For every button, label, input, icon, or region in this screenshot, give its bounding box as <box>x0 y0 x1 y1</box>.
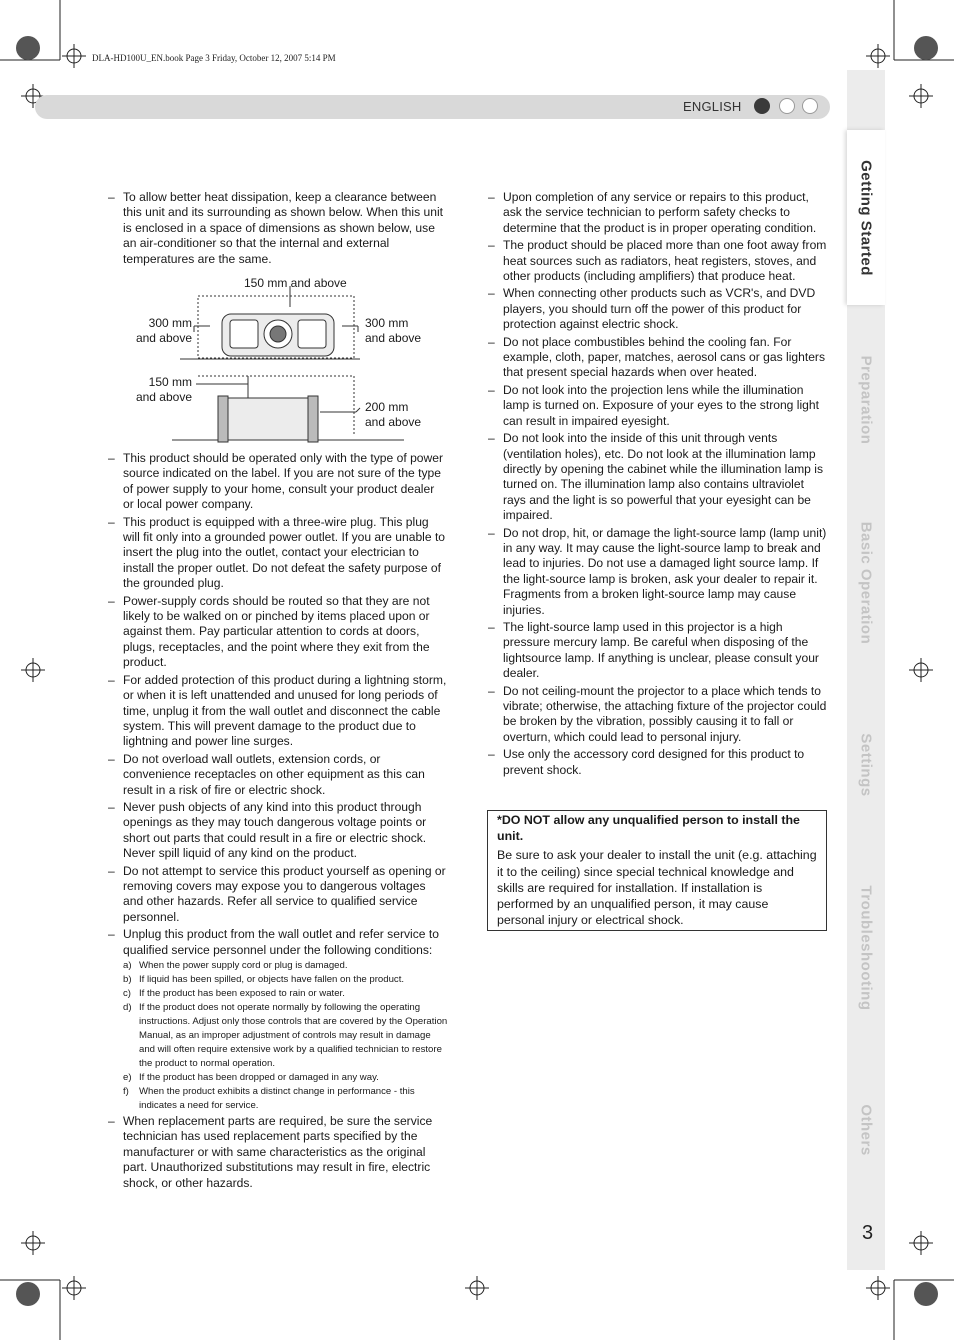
list-item: – Do not look into the inside of this unit through vents (ventilation holes), etc. Do not look at the illumination lamp directly by opening the cabinet while the illumination lamp is turned on. The illumination lamp also contains ultraviolet rays and the light is so powerful that your eyesight can be impaired. <box>488 431 823 523</box>
warning-title: *DO NOT allow any unqualified person to install the unit. <box>497 813 800 844</box>
diagram-label-left: 300 mm and above <box>135 316 192 346</box>
diagram-label-right: 300 mm and above <box>365 316 422 346</box>
condition-item: d) If the product does not operate normally by following the operating instructions. Adjust only those controls that are covered by the Operation Manual, as an improper adjustment of controls may result in damage and will often require extensive work by a qualified technician to restore the product to normal operation. <box>123 1002 448 1069</box>
list-item: – Power-supply cords should be routed so that they are not likely to be walked on or pinched by items placed upon or against them. Pay particular attention to cords at doors, plugs, receptacles, and the point where they exit from the product. <box>108 593 430 670</box>
list-item: – This product should be operated only with the type of power source indicated on the label. If you are not sure of the type of power supply to your home, consult your product dealer or local power company. <box>108 451 444 512</box>
list-item: – Upon completion of any service or repairs to this product, ask the service technician to perform safety checks to determine that the product is in proper operating condition. <box>488 190 817 235</box>
list-item: – This product is equipped with a three-wire plug. This plug will fit only into a grounded power outlet. If you are unable to insert the plug into the outlet, contact your electrician to install the proper outlet. Do not defeat the safety purpose of the grounded plug. <box>108 514 446 591</box>
diagram-label-side-top: 150 mm and above <box>135 375 192 405</box>
list-item: – The product should be placed more than one foot away from heat sources such as radiators, heat registers, stoves, and other products (including amplifiers) that produce heat. <box>488 238 827 284</box>
language-label: ENGLISH <box>683 99 742 114</box>
right-column-list <box>488 190 828 780</box>
warning-body: Be sure to ask your dealer to install the unit (e.g. attaching it to the ceiling) since special technical knowledge and skills are required for installation. If installation is performed by an unqualified person, it may cause personal injury or electrical shock. <box>497 848 817 928</box>
list-item: – Use only the accessory cord designed for this product to prevent shock. <box>488 747 805 777</box>
list-item: – Do not look into the projection lens while the illumination lamp is turned on. Exposure of your eyes to the strong light can result in impaired eyesight. <box>488 382 819 428</box>
projector-front-icon <box>222 314 334 356</box>
list-item: – Do not drop, hit, or damage the light-source lamp (lamp unit) in any way. It may cause the light-source lamp to break and lead to injuries. Do not use a damaged light source lamp. If the light-source lamp is broken, ask your dealer to repair it. Fragments from a broken light-source lamp may cause injuries. <box>488 525 827 617</box>
tab-troubleshooting[interactable]: Troubleshooting <box>857 885 875 1010</box>
list-item: – Do not attempt to service this product yourself as opening or removing covers may expose you to dangerous voltages and other hazards. Refer all service to qualified service personnel. <box>108 863 446 924</box>
diagram-label-side-right: 200 mm and above <box>365 400 422 430</box>
tab-preparation[interactable]: Preparation <box>857 355 875 445</box>
list-item: – When connecting other products such as VCR's, and DVD players, you should turn off the power of this product for protection against electric shock. <box>488 286 816 332</box>
language-indicator-dot <box>802 98 818 114</box>
condition-item: f) When the product exhibits a distinct change in performance - this indicates a need for service. <box>123 1086 415 1111</box>
tab-basic-operation[interactable]: Basic Operation <box>857 521 875 644</box>
book-info: DLA-HD100U_EN.book Page 3 Friday, October 12, 2007 5:14 PM <box>92 53 336 63</box>
language-indicator-dot <box>754 98 770 114</box>
left-column-intro: – To allow better heat dissipation, keep a clearance between this unit and its surrounding as shown below. When this unit is enclosed in a space of dimensions as shown below, use an air-conditioner so that the internal and external temperatures are the same. <box>108 190 443 266</box>
tab-settings[interactable]: Settings <box>857 733 875 797</box>
tab-others[interactable]: Others <box>857 1104 875 1156</box>
installation-warning-box <box>487 810 827 931</box>
list-item: – Unplug this product from the wall outlet and refer service to qualified service personnel under the following conditions: <box>108 927 439 957</box>
list-item: – Do not place combustibles behind the cooling fan. For example, cloth, paper, matches, aerosol cans or gas lighters that present special hazards when over heated. <box>488 334 825 380</box>
list-item: – Do not overload wall outlets, extension cords, or convenience receptacles on other equipment as this can result in a risk of fire or electric shock. <box>108 751 425 797</box>
list-item: – The light-source lamp used in this projector is a high pressure mercury lamp. Be careful when disposing of the lightsource lamp. If anything is unclear, please consult your dealer. <box>488 619 819 681</box>
list-item: – For added protection of this product during a lightning storm, or when it is left unattended and unused for long periods of time, unplug it from the wall outlet and disconnect the cable system. This will prevent damage to the product due to lightning and power line surges. <box>108 672 447 749</box>
left-column-list <box>108 451 448 1193</box>
projector-side-icon <box>218 396 318 442</box>
conditions-list <box>108 959 448 1113</box>
diagram-label-top: 150 mm and above <box>244 276 347 290</box>
list-item: – Never push objects of any kind into this product through openings as they may touch dangerous voltage points or short out parts that could result in a fire or electric shock. Never spill liquid of any kind on the product. <box>108 799 427 861</box>
condition-item: c) If the product has been exposed to rain or water. <box>123 988 345 999</box>
condition-item: e) If the product has been dropped or damaged in any way. <box>123 1072 379 1083</box>
language-indicator-dot <box>779 98 795 114</box>
list-item: – Do not ceiling-mount the projector to a place which tends to vibrate; otherwise, the attaching fixture of the projector could be broken by the vibration, possibly causing it to fall or overturn, which could lead to personal injury. <box>488 683 827 744</box>
tab-getting-started[interactable]: Getting Started <box>847 130 885 305</box>
list-item: – When replacement parts are required, be sure the service technician has used replacement parts specified by the manufacturer or with same characteristics as the original part. Unauthorized substitutions may result in fire, electric shock, or other hazards. <box>108 1114 433 1190</box>
condition-item: b) If liquid has been spilled, or objects have fallen on the product. <box>123 974 405 985</box>
page-number: 3 <box>862 1222 874 1244</box>
condition-item: a) When the power supply cord or plug is damaged. <box>123 960 348 971</box>
